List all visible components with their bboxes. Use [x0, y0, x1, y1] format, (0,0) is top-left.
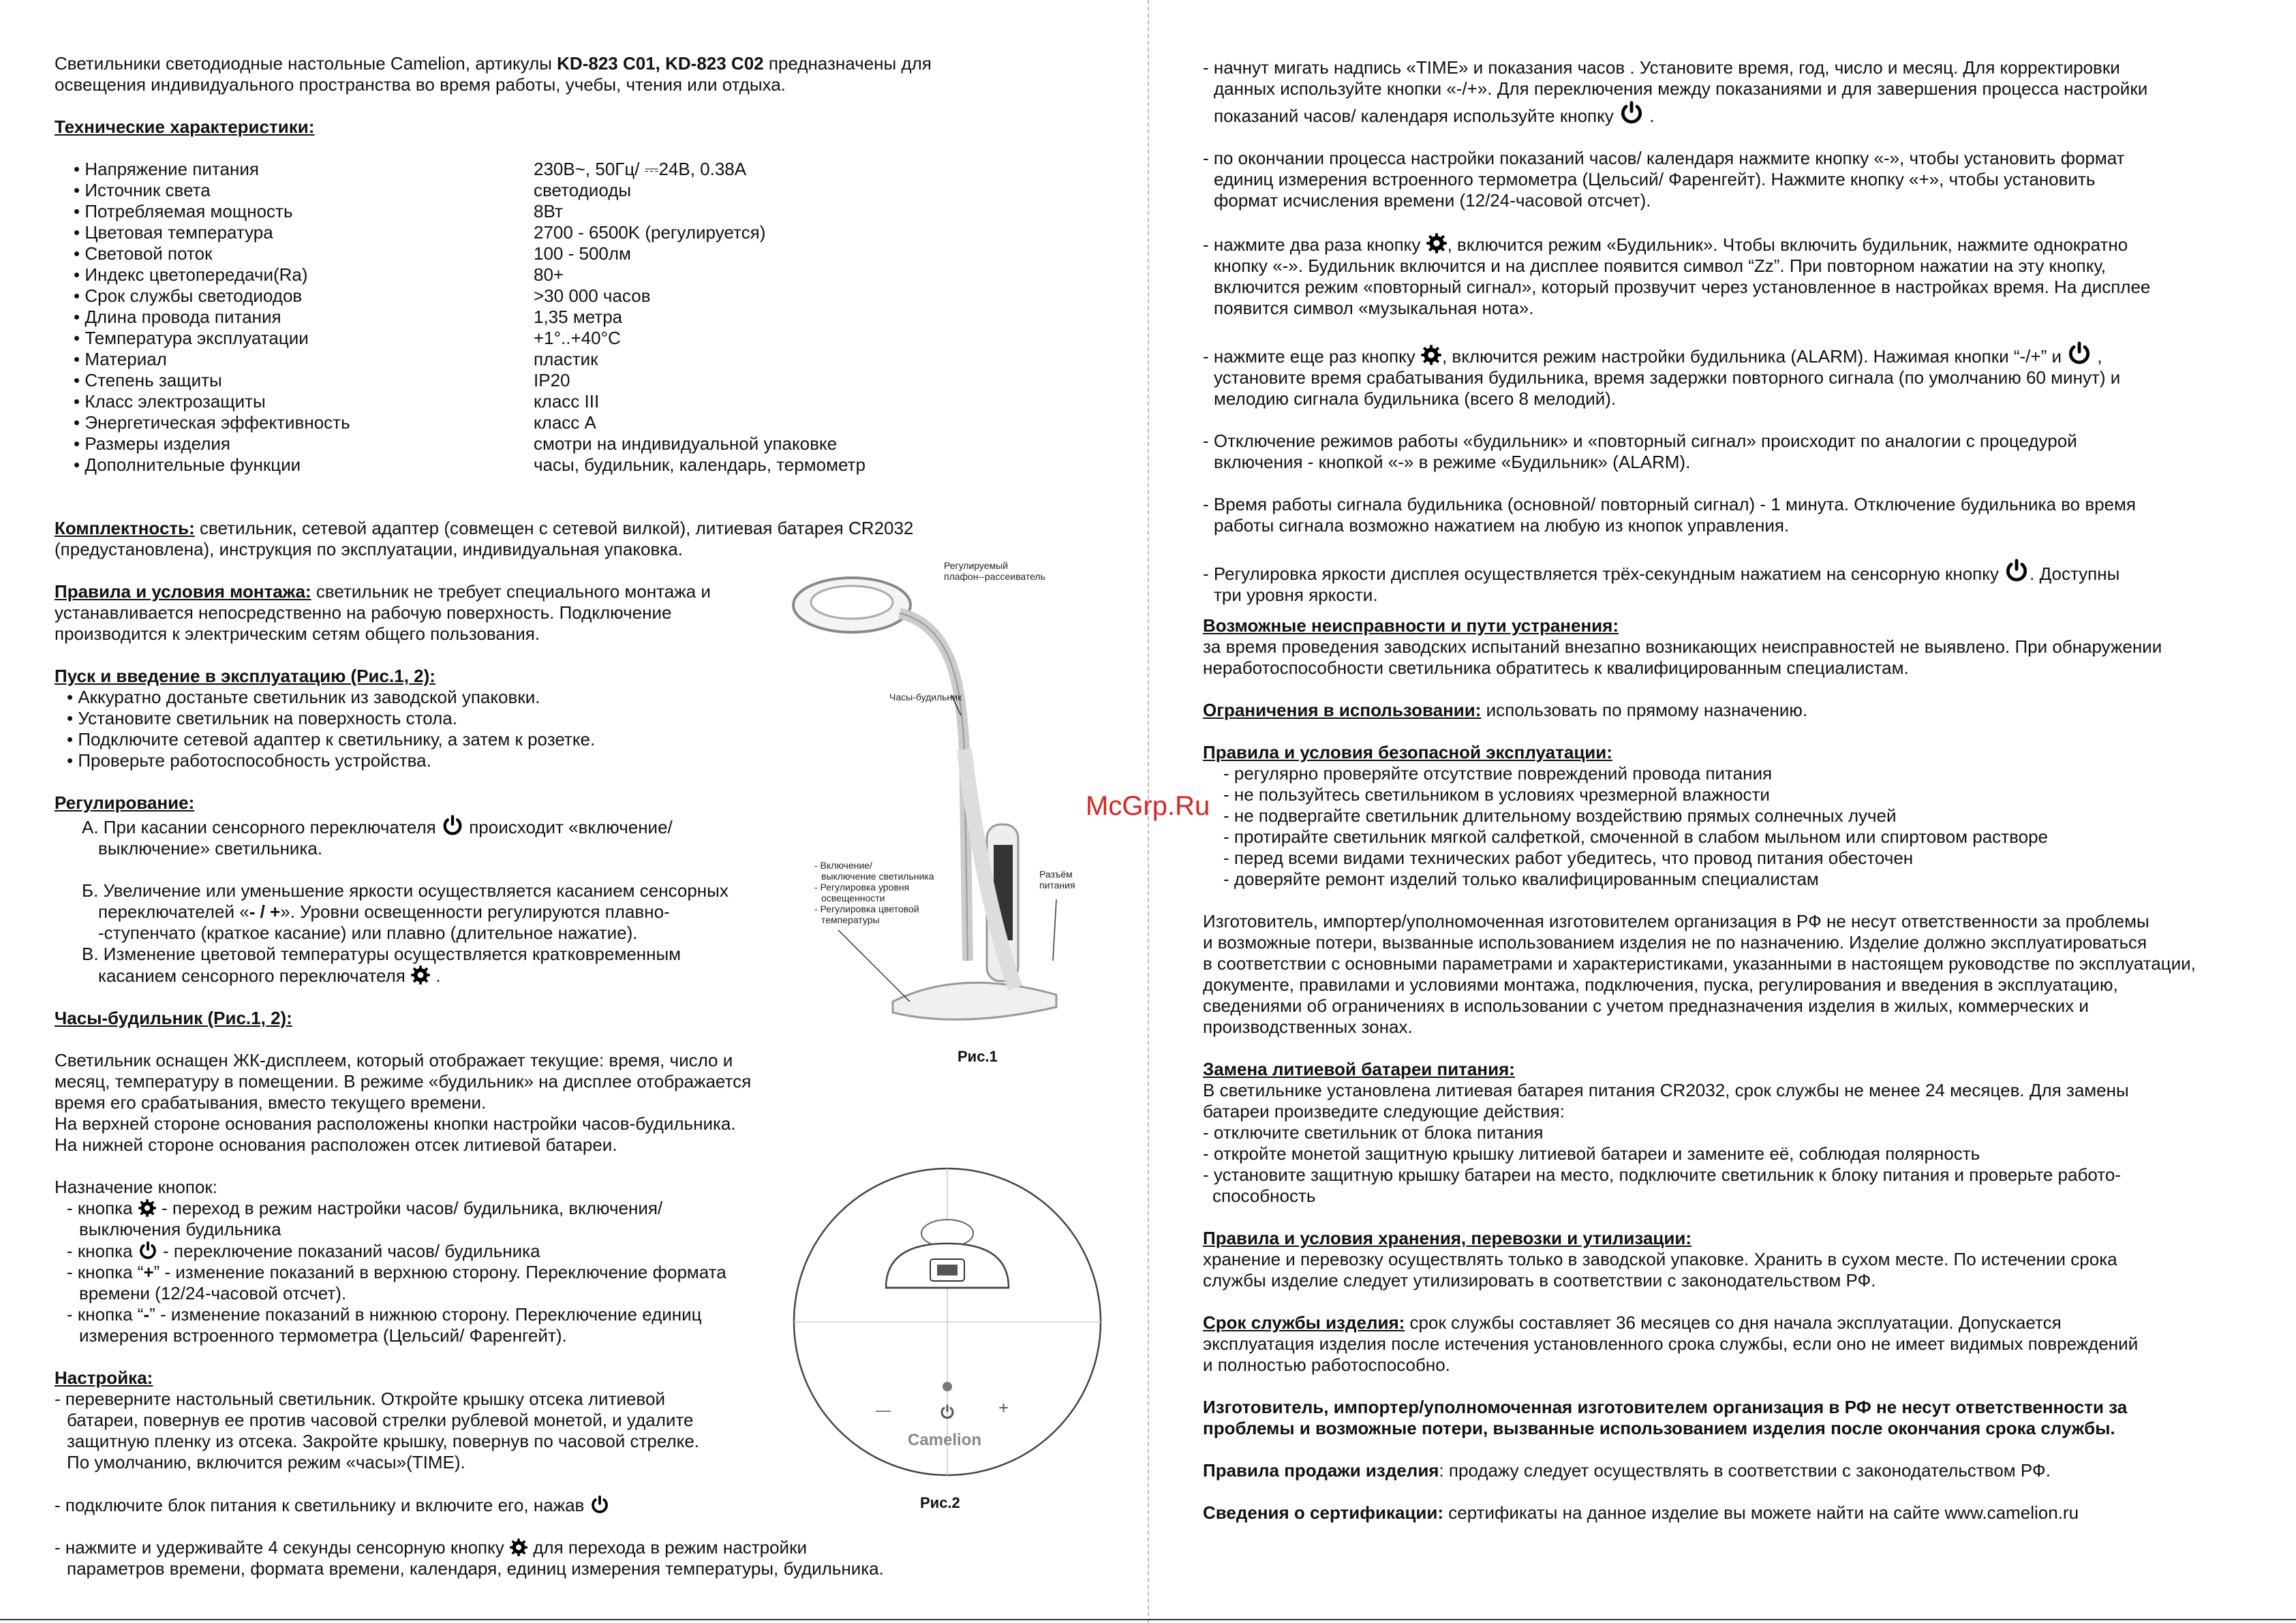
start-item: • Аккуратно достаньте светильник из заводской упаковки. [67, 687, 540, 707]
battery-text: батареи произведите следующие действия: [1203, 1101, 1565, 1122]
setup-text: - нажмите и удерживайте 4 секунды сенсорную кнопку для перехода в режим настройки [55, 1537, 807, 1558]
regulation-a-line-2: выключение» светильника. [98, 838, 323, 859]
spec-key: • Энергетическая эффективность [74, 412, 350, 433]
settings-icon [138, 1199, 157, 1218]
setup-text: - подключите блок питания к светильнику и включите его, нажав [55, 1494, 1022, 1516]
spec-value: 8Вт [534, 201, 563, 221]
spec-value: класс III [534, 391, 600, 412]
button-desc: - кнопка “-” - изменение показаний в нижнюю сторону. Переключение единиц [67, 1304, 702, 1325]
liability-bold: Изготовитель, импортер/уполномоченная изготовителем организация в РФ не несут ответственности за [1203, 1397, 2128, 1417]
storage-text: службы изделие следует утилизировать в соответствии с законодательством РФ. [1203, 1270, 1876, 1290]
spec-key: • Степень защиты [74, 370, 222, 390]
plus-button[interactable]: + [998, 1397, 1009, 1418]
button-desc: - кнопка - переход в режим настройки часов/ будильника, включения/ [67, 1198, 663, 1218]
button-desc: выключения будильника [79, 1219, 281, 1239]
spec-key: • Потребляемая мощность [74, 201, 293, 221]
power-icon[interactable] [939, 1404, 955, 1420]
power-icon [2066, 340, 2092, 366]
mount-line-2: устанавливается непосредственно на рабочую поверхность. Подключение [55, 602, 672, 623]
spec-value: часы, будильник, календарь, термометр [534, 454, 866, 475]
spec-value: 80+ [534, 264, 564, 285]
battery-text: В светильнике установлена литиевая батарея питания CR2032, срок службы не менее 24 месяцев. Для замены [1203, 1080, 2129, 1100]
right-text: установите время срабатывания будильника, время задержки повторного сигнала (по умолчанию 60 минут) и [1214, 367, 2121, 388]
life-text: эксплуатация изделия после истечения установленного срока службы, если оно не имеет видимых повреждений [1203, 1333, 2139, 1354]
minus-button[interactable]: — [876, 1402, 891, 1419]
regulation-b-line-2: переключателей «- / +». Уровни освещенности регулируются плавно- [98, 901, 670, 922]
spec-value: 230В~, 50Гц/ ⎓24В, 0.38А [534, 159, 747, 179]
spec-row [55, 370, 1036, 391]
label-controls: - Включение/ выключение светильника - Регулировка уровня освещенности - Регулировка цветовой температуры [814, 860, 934, 925]
liability-text: сведениями об ограничениях в использовании с учетом предназначения изделия в жилых, коммерческих и [1203, 995, 2089, 1016]
spec-key: • Срок службы светодиодов [74, 285, 303, 306]
regulation-b-line-1: Б. Увеличение или уменьшение яркости осуществляется касанием сенсорных [82, 880, 729, 901]
clock-text: На нижней стороне основания расположен отсек литиевой батареи. [55, 1134, 617, 1155]
spec-value: +1°..+40°С [534, 328, 621, 348]
lamp-drawing [791, 552, 1090, 1029]
spec-value: 1,35 метра [534, 307, 623, 327]
button-desc: - кнопка - переключение показаний часов/ будильника [67, 1241, 540, 1261]
right-text: данных используйте кнопки «-/+». Для переключения между показаниями и для завершения процесса настройки [1214, 78, 2148, 99]
battery-text: способность [1212, 1186, 1316, 1206]
settings-icon [1420, 344, 1442, 366]
figure-1-lamp [791, 552, 1090, 1070]
figure-1-caption: Рис.1 [958, 1048, 998, 1065]
liability-text: документе, правилами и условиями монтажа, подключения, пуска, регулирования и введения в эксплуатацию, [1203, 974, 2118, 995]
buttons-title: Назначение кнопок: [55, 1177, 218, 1197]
watermark: McGrp.Ru [1086, 791, 1210, 821]
spec-row [55, 412, 1036, 433]
right-text: три уровня яркости. [1214, 585, 1378, 605]
clock-text: месяц, температуру в помещении. В режиме «будильник» на дисплее отображается [55, 1071, 752, 1092]
battery-title: Замена литиевой батареи питания: [1203, 1059, 1515, 1079]
faults-text: неработоспособности светильника обратитесь к квалифицированным специалистам. [1203, 658, 1909, 678]
regulation-c-line-2: касанием сенсорного переключателя . [98, 965, 441, 986]
power-icon [441, 814, 464, 837]
spec-key: • Материал [74, 349, 167, 369]
setup-title: Настройка: [55, 1367, 153, 1388]
specs-title: Технические характеристики: [55, 117, 315, 137]
spec-key: • Класс электрозащиты [74, 391, 266, 412]
clock-text: На верхней стороне основания расположены кнопки настройки часов-будильника. [55, 1113, 736, 1134]
limits-line: Ограничения в использовании: использовать по прямому назначению. [1203, 700, 1808, 720]
spec-key: • Длина провода питания [74, 307, 281, 327]
right-text: - Отключение режимов работы «будильник» и «повторный сигнал» происходит по аналогии с процедурой [1203, 431, 2077, 451]
spec-row [55, 222, 1036, 243]
spec-row [55, 349, 1036, 370]
right-text: работы сигнала возможно нажатием на любую из кнопок управления. [1214, 515, 1790, 536]
mount-line-1: Правила и условия монтажа: светильник не требует специального монтажа и [55, 581, 711, 602]
right-text: появится символ «музыкальная нота». [1214, 298, 1534, 318]
liability-text: в соответствии с основными параметрами и характеристиками, указанными в настоящем руководстве по эксплуатации, [1203, 953, 2196, 974]
spec-row [55, 307, 1036, 328]
right-text: формат исчисления времени (12/24-часовой отсчет). [1214, 190, 1651, 211]
kit-line-2: (предустановлена), инструкция по эксплуатации, индивидуальная упаковка. [55, 539, 683, 559]
setup-text: По умолчанию, включится режим «часы»(TIME). [67, 1452, 465, 1472]
spec-row [55, 201, 1036, 222]
spec-row [55, 285, 1036, 307]
setup-text: - переверните настольный светильник. Откройте крышку отсека литиевой [55, 1389, 665, 1409]
right-text: включится режим «повторный сигнал», который прозвучит через установленное в настройках время. На дисплее [1214, 277, 2151, 297]
regulation-b-line-3: -ступенчато (краткое касание) или плавно (длительное нажатие). [98, 923, 638, 943]
spec-key: • Цветовая температура [74, 222, 273, 243]
button-desc: - кнопка “+” - изменение показаний в верхнюю сторону. Переключение формата [67, 1262, 726, 1282]
spec-value: IP20 [534, 370, 570, 390]
spec-value: пластик [534, 349, 598, 369]
safety-item: - протирайте светильник мягкой салфеткой, смоченной в слабом мыльном или спиртовом растворе [1223, 826, 2048, 847]
spec-key: • Напряжение питания [74, 159, 259, 179]
figure-2-base [791, 1165, 1104, 1519]
spec-key: • Индекс цветопередачи(Ra) [74, 264, 308, 285]
setup-text: защитную пленку из отсека. Закройте крышку, повернув по часовой стрелке. [67, 1431, 700, 1451]
spec-value: 2700 - 6500K (регулируется) [534, 222, 766, 243]
start-item: • Проверьте работоспособность устройства. [67, 750, 431, 771]
spec-row [55, 433, 1036, 454]
start-item: • Установите светильник на поверхность стола. [67, 708, 457, 728]
kit-line-1: Комплектность: светильник, сетевой адаптер (совмещен с сетевой вилкой), литиевая батарея CR2032 [55, 518, 914, 538]
regulation-c-line-1: В. Изменение цветовой температуры осуществляется кратковременным [82, 944, 682, 964]
right-column [1203, 57, 2246, 1524]
start-item: • Подключите сетевой адаптер к светильнику, а затем к розетке. [67, 729, 596, 749]
clock-title: Часы-будильник (Рис.1, 2): [55, 1008, 292, 1028]
right-text: включения - кнопкой «-» в режиме «Будильник» (ALARM). [1214, 452, 1691, 472]
bottom-rule [0, 1619, 2296, 1620]
button-desc: времени (12/24-часовой отсчет). [79, 1283, 347, 1303]
spec-value: смотри на индивидуальной упаковке [534, 433, 838, 454]
spec-value: класс А [534, 412, 596, 433]
safety-title: Правила и условия безопасной эксплуатации: [1203, 742, 1612, 762]
button-desc: измерения встроенного термометра (Цельсий/ Фаренгейт). [79, 1325, 567, 1346]
clock-text: время его срабатывания, вместо текущего времени. [55, 1092, 487, 1113]
mount-line-3: производится к электрическим сетям общего пользования. [55, 623, 540, 644]
settings-icon [410, 965, 431, 985]
spec-value: 100 - 500лм [534, 243, 631, 264]
power-icon [1619, 99, 1644, 125]
right-text: мелодию сигнала будильника (всего 8 мелодий). [1214, 388, 1617, 409]
label-shade: Регулируемый плафон--рассеиватель [944, 560, 1045, 582]
spec-value: светодиоды [534, 180, 632, 200]
spec-key: • Температура эксплуатации [74, 328, 309, 348]
right-text: - Регулировка яркости дисплея осуществляется трёх-секундным нажатием на сенсорную кнопку . Доступны [1203, 557, 2246, 585]
spec-value: >30 000 часов [534, 285, 651, 306]
start-title: Пуск и введение в эксплуатацию (Рис.1, 2): [55, 666, 435, 686]
brand-logo: Camelion [908, 1431, 982, 1449]
storage-text: хранение и перевозку осуществлять только в заводской упаковке. Хранить в сухом месте. По истечении срока [1203, 1249, 2117, 1269]
spec-key: • Размеры изделия [74, 433, 231, 454]
cert-line: Сведения о сертификации: сертификаты на данное изделие вы можете найти на сайте www.camelion.ru [1203, 1502, 2079, 1523]
safety-item: - перед всеми видами технических работ убедитесь, что провод питания обесточен [1223, 848, 1914, 868]
right-text: кнопку «-». Будильник включится и на дисплее появится символ “Zz”. При повторном нажатии на эту кнопку, [1214, 256, 2107, 276]
liability-text: и возможные потери, вызванные использованием изделия не по назначению. Изделие должно эксплуатироваться [1203, 932, 2147, 953]
specs-list [55, 159, 1036, 476]
right-text: - по окончании процесса настройки показаний часов/ календаря нажмите кнопку «-», чтобы установить формат [1203, 148, 2125, 168]
faults-title: Возможные неисправности и пути устранения: [1203, 615, 1619, 636]
spec-row [55, 159, 1036, 180]
right-text: единиц измерения встроенного термометра (Цельсий/ Фаренгейт). Нажмите кнопку «+», чтобы установить [1214, 169, 2096, 189]
label-clock: Часы-будильник [889, 692, 962, 702]
spec-row [55, 328, 1036, 349]
intro-line-1: Светильники светодиодные настольные Camelion, артикулы KD-823 C01, KD-823 C02 предназначены для [55, 53, 932, 74]
liability-bold: проблемы и возможные потери, вызванные использованием изделия после окончания срока службы. [1203, 1418, 2115, 1438]
power-icon [590, 1494, 610, 1515]
regulation-title: Регулирование: [55, 792, 195, 813]
spec-row [55, 391, 1036, 412]
battery-text: - откройте монетой защитную крышку литиевой батареи и замените её, соблюдая полярность [1203, 1143, 1980, 1164]
settings-icon [509, 1538, 528, 1557]
figure-2-caption: Рис.2 [920, 1494, 960, 1511]
regulation-a-line-1: А. При касании сенсорного переключателя происходит «включение/ [55, 814, 1022, 838]
setup-text: параметров времени, формата времени, календаря, единиц измерения температуры, будильника. [67, 1558, 884, 1579]
safety-item: - не пользуйтесь светильником в условиях чрезмерной влажности [1223, 784, 1770, 805]
right-text: показаний часов/ календаря используйте кнопку . [1203, 99, 2246, 127]
life-line-1: Срок службы изделия: срок службы составляет 36 месяцев со дня начала эксплуатации. Допускается [1203, 1312, 2062, 1333]
power-icon [2004, 557, 2030, 583]
life-text: и полностью работоспособно. [1203, 1355, 1450, 1375]
spec-row [55, 180, 1036, 201]
liability-text: Изготовитель, импортер/уполномоченная изготовителем организация в РФ не несут ответственности за проблемы [1203, 911, 2149, 931]
right-text: - начнут мигать надпись «TIME» и показания часов . Установите время, год, число и месяц. Для корректировки [1203, 57, 2120, 78]
spec-key: • Световой поток [74, 243, 213, 264]
intro-line-2: освещения индивидуального пространства во время работы, учебы, чтения или отдыха. [55, 74, 786, 95]
safety-item: - регулярно проверяйте отсутствие повреждений провода питания [1223, 763, 1773, 784]
battery-text: - отключите светильник от блока питания [1203, 1122, 1544, 1143]
clock-text: Светильник оснащен ЖК-дисплеем, который отображает текущие: время, число и [55, 1050, 733, 1070]
spec-row [55, 264, 1036, 285]
setup-text: батареи, повернув ее против часовой стрелки рублевой монетой, и удалите [67, 1410, 694, 1430]
spec-row [55, 243, 1036, 264]
label-power-socket: Разъём питания [1039, 869, 1075, 891]
battery-text: - установите защитную крышку батареи на место, подключите светильник к блоку питания и проверьте работо- [1203, 1164, 2121, 1185]
liability-text: производственных зонах. [1203, 1017, 1413, 1037]
right-text: - нажмите еще раз кнопку , включится режим настройки будильника (ALARM). Нажимая кнопки “-/+” и , [1203, 340, 2246, 367]
storage-title: Правила и условия хранения, перевозки и утилизации: [1203, 1228, 1692, 1248]
spec-row [55, 454, 1036, 476]
faults-text: за время проведения заводских испытаний внезапно возникающих неисправностей не выявлено. При обнаружении [1203, 636, 2162, 657]
right-text: - нажмите два раза кнопку , включится режим «Будильник». Чтобы включить будильник, нажмите однократно [1203, 232, 2246, 256]
spec-key: • Дополнительные функции [74, 454, 301, 475]
sale-line: Правила продажи изделия: продажу следует осуществлять в соответствии с законодательством РФ. [1203, 1460, 2051, 1481]
spec-key: • Источник света [74, 180, 211, 200]
safety-item: - доверяйте ремонт изделий только квалифицированным специалистам [1223, 869, 1819, 889]
right-text: - Время работы сигнала будильника (основной/ повторный сигнал) - 1 минута. Отключение будильника во время [1203, 494, 2137, 514]
power-icon [138, 1240, 158, 1261]
safety-item: - не подвергайте светильник длительному воздействию прямых солнечных лучей [1223, 805, 1897, 826]
settings-icon [1426, 232, 1448, 254]
